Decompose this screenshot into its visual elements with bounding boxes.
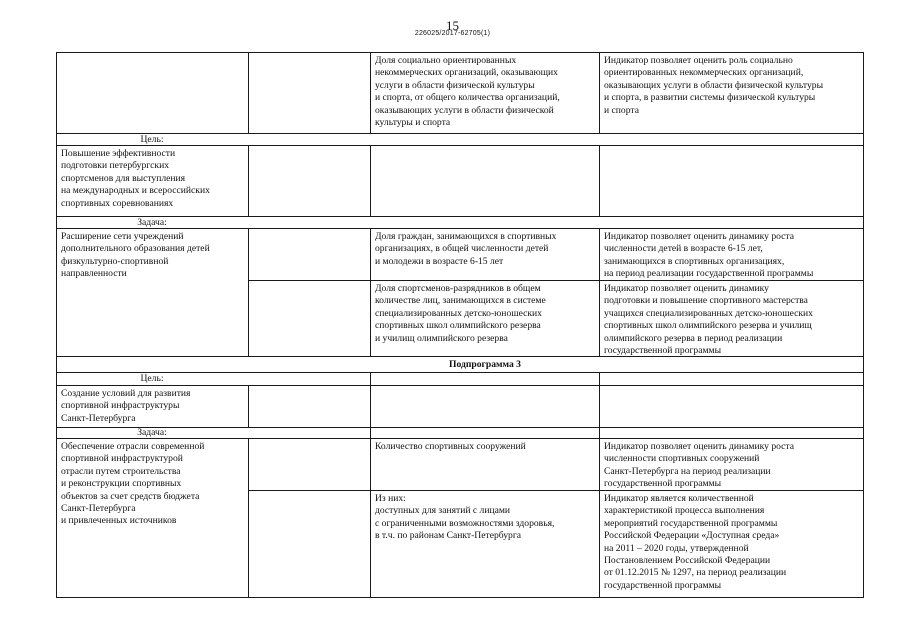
indicator-cell: Доля спортсменов-разрядников в общем количестве лиц, занимающихся в системе специализированных детско-юношеских спортивных школ олимпийского резерва и училищ олимпийского резерва xyxy=(375,283,546,344)
column-border xyxy=(248,438,249,598)
row-border xyxy=(56,597,864,598)
goal-text: Повышение эффективности подготовки петербургских спортсменов для выступления на международных и всероссийских спортивных соревнованиях xyxy=(61,148,210,209)
goal-label: Цель: xyxy=(140,134,164,145)
task-text: Расширение сети учреждений дополнительного образования детей физкультурно-спортивной направленности xyxy=(61,231,210,280)
row-border xyxy=(56,385,864,386)
column-border xyxy=(863,52,864,598)
goal-text: Создание условий для развития спортивной инфраструктуры Санкт-Петербурга xyxy=(61,388,191,424)
column-border xyxy=(248,228,249,356)
column-border xyxy=(370,145,371,216)
indicator-cell: Доля граждан, занимающихся в спортивных организациях, в общей численности детей и молодежи в возрасте 6-15 лет xyxy=(375,231,557,267)
description-cell: Индикатор позволяет оценить динамику подготовки и повышение спортивного мастерства учащихся специализированных детско-юношеских спортивных школ олимпийского резерва и училищ олимпийского резерва в период реализации государственной программы xyxy=(604,283,813,356)
description-cell: Индикатор является количественной характеристикой процесса выполнения мероприятий государственной программы Российской Федерации «Доступная среда» на 2011 – 2020 годы, утвержденной Постановлением Российской Федерации от 01.12.2015 № 1297, на период реализации государственной программы xyxy=(604,493,787,591)
column-border xyxy=(248,145,249,216)
row-border xyxy=(56,438,864,439)
document-code: 226025/2017-62705(1) xyxy=(414,30,491,37)
row-border xyxy=(56,52,864,53)
column-border xyxy=(248,52,249,133)
page-number: 15 xyxy=(446,18,459,33)
indicator-cell: Из них: доступных для занятий с лицами с ограниченными возможностями здоровья, в т.ч. по районам Санкт-Петербурга xyxy=(375,493,555,542)
task-text: Обеспечение отрасли современной спортивной инфраструктурой отрасли путем строительства и реконструкции спортивных объектов за счет средств бюджета Санкт-Петербурга и привлеченных источников xyxy=(61,441,205,527)
task-label: Задача: xyxy=(137,217,167,228)
description-cell: Индикатор позволяет оценить роль социально ориентированных некоммерческих организаций, оказывающих услуги в области физической культуры и спорта, в развитии системы физической культуры и спорта xyxy=(604,55,824,116)
row-border xyxy=(248,490,864,491)
column-border xyxy=(599,145,600,216)
indicators-table xyxy=(56,52,864,598)
row-border xyxy=(56,228,864,229)
indicator-cell: Количество спортивных сооружений xyxy=(375,441,526,452)
subprogram-heading: Подпрограмма 3 xyxy=(449,359,521,370)
description-cell: Индикатор позволяет оценить динамику роста численности детей в возрасте 6-15 лет, занимающихся в спортивных организациях, на период реализации государственной программы xyxy=(604,231,814,280)
row-border xyxy=(56,145,864,146)
goal-label: Цель: xyxy=(140,373,164,384)
task-label: Задача: xyxy=(137,428,167,438)
column-border xyxy=(248,385,249,427)
indicator-cell: Доля социально ориентированных некоммерческих организаций, оказывающих услуги в области физической культуры и спорта, от общего количества организаций, оказывающих услуги в области физической культуры и спорта xyxy=(375,55,560,129)
row-border xyxy=(248,280,864,281)
description-cell: Индикатор позволяет оценить динамику роста численности спортивных сооружений Санкт-Петербурга на период реализации государственной программы xyxy=(604,441,794,490)
